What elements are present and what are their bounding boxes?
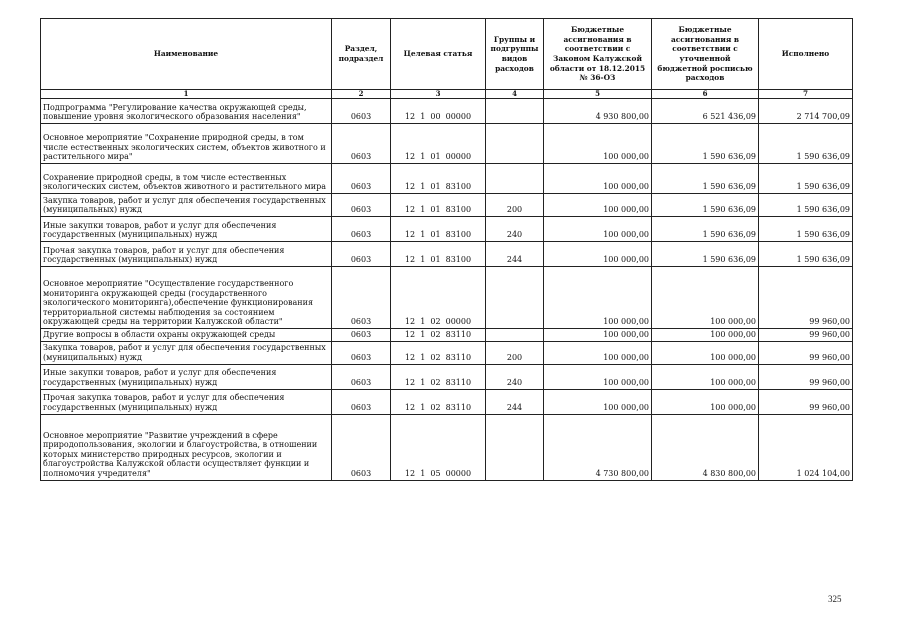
table-row (41, 389, 853, 414)
row-target-article: 12 1 02 83110 (391, 389, 486, 414)
row-section: 0603 (332, 242, 391, 267)
row-name: Сохранение природной среды, в том числе естественных экологических систем, объектов животного и растительного мира (41, 164, 332, 194)
row-section: 0603 (332, 217, 391, 242)
row-executed: 1 024 104,00 (759, 414, 853, 480)
row-name: Прочая закупка товаров, работ и услуг для обеспечения государственных (муниципальных) нужд (41, 242, 332, 267)
row-target-article: 12 1 01 83100 (391, 164, 486, 194)
header-executed: Исполнено (759, 19, 853, 90)
row-law-allocation: 100 000,00 (544, 194, 652, 217)
row-law-allocation: 100 000,00 (544, 364, 652, 389)
row-law-allocation: 4 730 800,00 (544, 414, 652, 480)
table-row (41, 194, 853, 217)
row-section: 0603 (332, 341, 391, 364)
row-expense-group: 244 (486, 242, 544, 267)
row-section: 0603 (332, 389, 391, 414)
row-refined-allocation: 1 590 636,09 (652, 124, 759, 164)
row-expense-group (486, 99, 544, 124)
table-row (41, 217, 853, 242)
row-law-allocation: 100 000,00 (544, 389, 652, 414)
row-law-allocation: 100 000,00 (544, 164, 652, 194)
row-law-allocation: 100 000,00 (544, 242, 652, 267)
header-section: Раздел, подраздел (332, 19, 391, 90)
row-law-allocation: 100 000,00 (544, 329, 652, 342)
row-executed: 99 960,00 (759, 329, 853, 342)
row-name: Основное мероприятие "Развитие учреждений в сфере природопользования, экологии и благоустройства, в отношении которых министерство природных ресурсов, экологии и благоустройства Калужской области осуществляет функции и полномочия учредителя" (41, 414, 332, 480)
row-name: Прочая закупка товаров, работ и услуг для обеспечения государственных (муниципальных) нужд (41, 389, 332, 414)
row-name: Подпрограмма "Регулирование качества окружающей среды, повышение уровня экологического образования населения" (41, 99, 332, 124)
table-body (41, 99, 853, 481)
header-groups: Группы и подгруппы видов расходов (486, 19, 544, 90)
table-row (41, 414, 853, 480)
table-row (41, 124, 853, 164)
row-refined-allocation: 100 000,00 (652, 364, 759, 389)
row-target-article: 12 1 05 00000 (391, 414, 486, 480)
column-number: 1 (41, 90, 332, 99)
row-target-article: 12 1 02 83110 (391, 329, 486, 342)
row-executed: 1 590 636,09 (759, 124, 853, 164)
row-law-allocation: 100 000,00 (544, 217, 652, 242)
column-number-row (41, 90, 853, 99)
row-name: Закупка товаров, работ и услуг для обеспечения государственных (муниципальных) нужд (41, 194, 332, 217)
row-refined-allocation: 6 521 436,09 (652, 99, 759, 124)
table-row (41, 164, 853, 194)
row-refined-allocation: 1 590 636,09 (652, 194, 759, 217)
row-refined-allocation: 100 000,00 (652, 389, 759, 414)
row-expense-group (486, 414, 544, 480)
row-refined-allocation: 100 000,00 (652, 267, 759, 329)
row-refined-allocation: 1 590 636,09 (652, 164, 759, 194)
column-number: 7 (759, 90, 853, 99)
row-target-article: 12 1 01 00000 (391, 124, 486, 164)
table-row (41, 329, 853, 342)
column-number: 3 (391, 90, 486, 99)
row-target-article: 12 1 02 83110 (391, 341, 486, 364)
column-number: 6 (652, 90, 759, 99)
row-expense-group: 200 (486, 341, 544, 364)
column-number: 4 (486, 90, 544, 99)
column-number: 5 (544, 90, 652, 99)
row-executed: 1 590 636,09 (759, 217, 853, 242)
row-refined-allocation: 100 000,00 (652, 329, 759, 342)
row-executed: 2 714 700,09 (759, 99, 853, 124)
row-law-allocation: 4 930 800,00 (544, 99, 652, 124)
row-target-article: 12 1 01 83100 (391, 217, 486, 242)
row-expense-group (486, 124, 544, 164)
header-target: Целевая статья (391, 19, 486, 90)
table-row (41, 267, 853, 329)
row-expense-group (486, 267, 544, 329)
row-target-article: 12 1 02 83110 (391, 364, 486, 389)
row-law-allocation: 100 000,00 (544, 341, 652, 364)
header-law-allocations: Бюджетные ассигнования в соответствии с Законом Калужской области от 18.12.2015 № 36-ОЗ (544, 19, 652, 90)
row-refined-allocation: 100 000,00 (652, 341, 759, 364)
row-target-article: 12 1 00 00000 (391, 99, 486, 124)
page-number: 325 (828, 594, 842, 604)
row-section: 0603 (332, 124, 391, 164)
row-expense-group: 240 (486, 364, 544, 389)
header-name: Наименование (41, 19, 332, 90)
row-name: Иные закупки товаров, работ и услуг для обеспечения государственных (муниципальных) нужд (41, 364, 332, 389)
row-target-article: 12 1 01 83100 (391, 194, 486, 217)
row-name: Закупка товаров, работ и услуг для обеспечения государственных (муниципальных) нужд (41, 341, 332, 364)
row-refined-allocation: 1 590 636,09 (652, 217, 759, 242)
row-executed: 1 590 636,09 (759, 194, 853, 217)
row-executed: 99 960,00 (759, 341, 853, 364)
row-law-allocation: 100 000,00 (544, 267, 652, 329)
row-section: 0603 (332, 329, 391, 342)
row-executed: 99 960,00 (759, 389, 853, 414)
row-section: 0603 (332, 267, 391, 329)
row-name: Основное мероприятие "Осуществление государственного мониторинга окружающей среды (государственного экологического мониторинга),обеспечение функционирования территориальной системы наблюдения за состоянием окружающей среды на территории Калужской области" (41, 267, 332, 329)
row-refined-allocation: 4 830 800,00 (652, 414, 759, 480)
table-row (41, 364, 853, 389)
row-section: 0603 (332, 194, 391, 217)
row-executed: 1 590 636,09 (759, 242, 853, 267)
row-section: 0603 (332, 414, 391, 480)
table-row (41, 242, 853, 267)
row-executed: 99 960,00 (759, 267, 853, 329)
row-law-allocation: 100 000,00 (544, 124, 652, 164)
header-refined-allocations: Бюджетные ассигнования в соответствии с уточненной бюджетной росписью расходов (652, 19, 759, 90)
row-expense-group (486, 329, 544, 342)
row-expense-group: 244 (486, 389, 544, 414)
row-expense-group (486, 164, 544, 194)
row-executed: 99 960,00 (759, 364, 853, 389)
table-row (41, 341, 853, 364)
row-name: Иные закупки товаров, работ и услуг для обеспечения государственных (муниципальных) нужд (41, 217, 332, 242)
row-target-article: 12 1 02 00000 (391, 267, 486, 329)
budget-table (40, 18, 853, 481)
header-row (41, 19, 853, 90)
row-expense-group: 200 (486, 194, 544, 217)
table-row (41, 99, 853, 124)
budget-report-page (40, 18, 852, 481)
row-executed: 1 590 636,09 (759, 164, 853, 194)
row-section: 0603 (332, 99, 391, 124)
row-name: Основное мероприятие "Сохранение природной среды, в том числе естественных экологических систем, объектов животного и растительного мира" (41, 124, 332, 164)
row-section: 0603 (332, 364, 391, 389)
row-target-article: 12 1 01 83100 (391, 242, 486, 267)
row-section: 0603 (332, 164, 391, 194)
row-name: Другие вопросы в области охраны окружающей среды (41, 329, 332, 342)
column-number: 2 (332, 90, 391, 99)
row-refined-allocation: 1 590 636,09 (652, 242, 759, 267)
row-expense-group: 240 (486, 217, 544, 242)
